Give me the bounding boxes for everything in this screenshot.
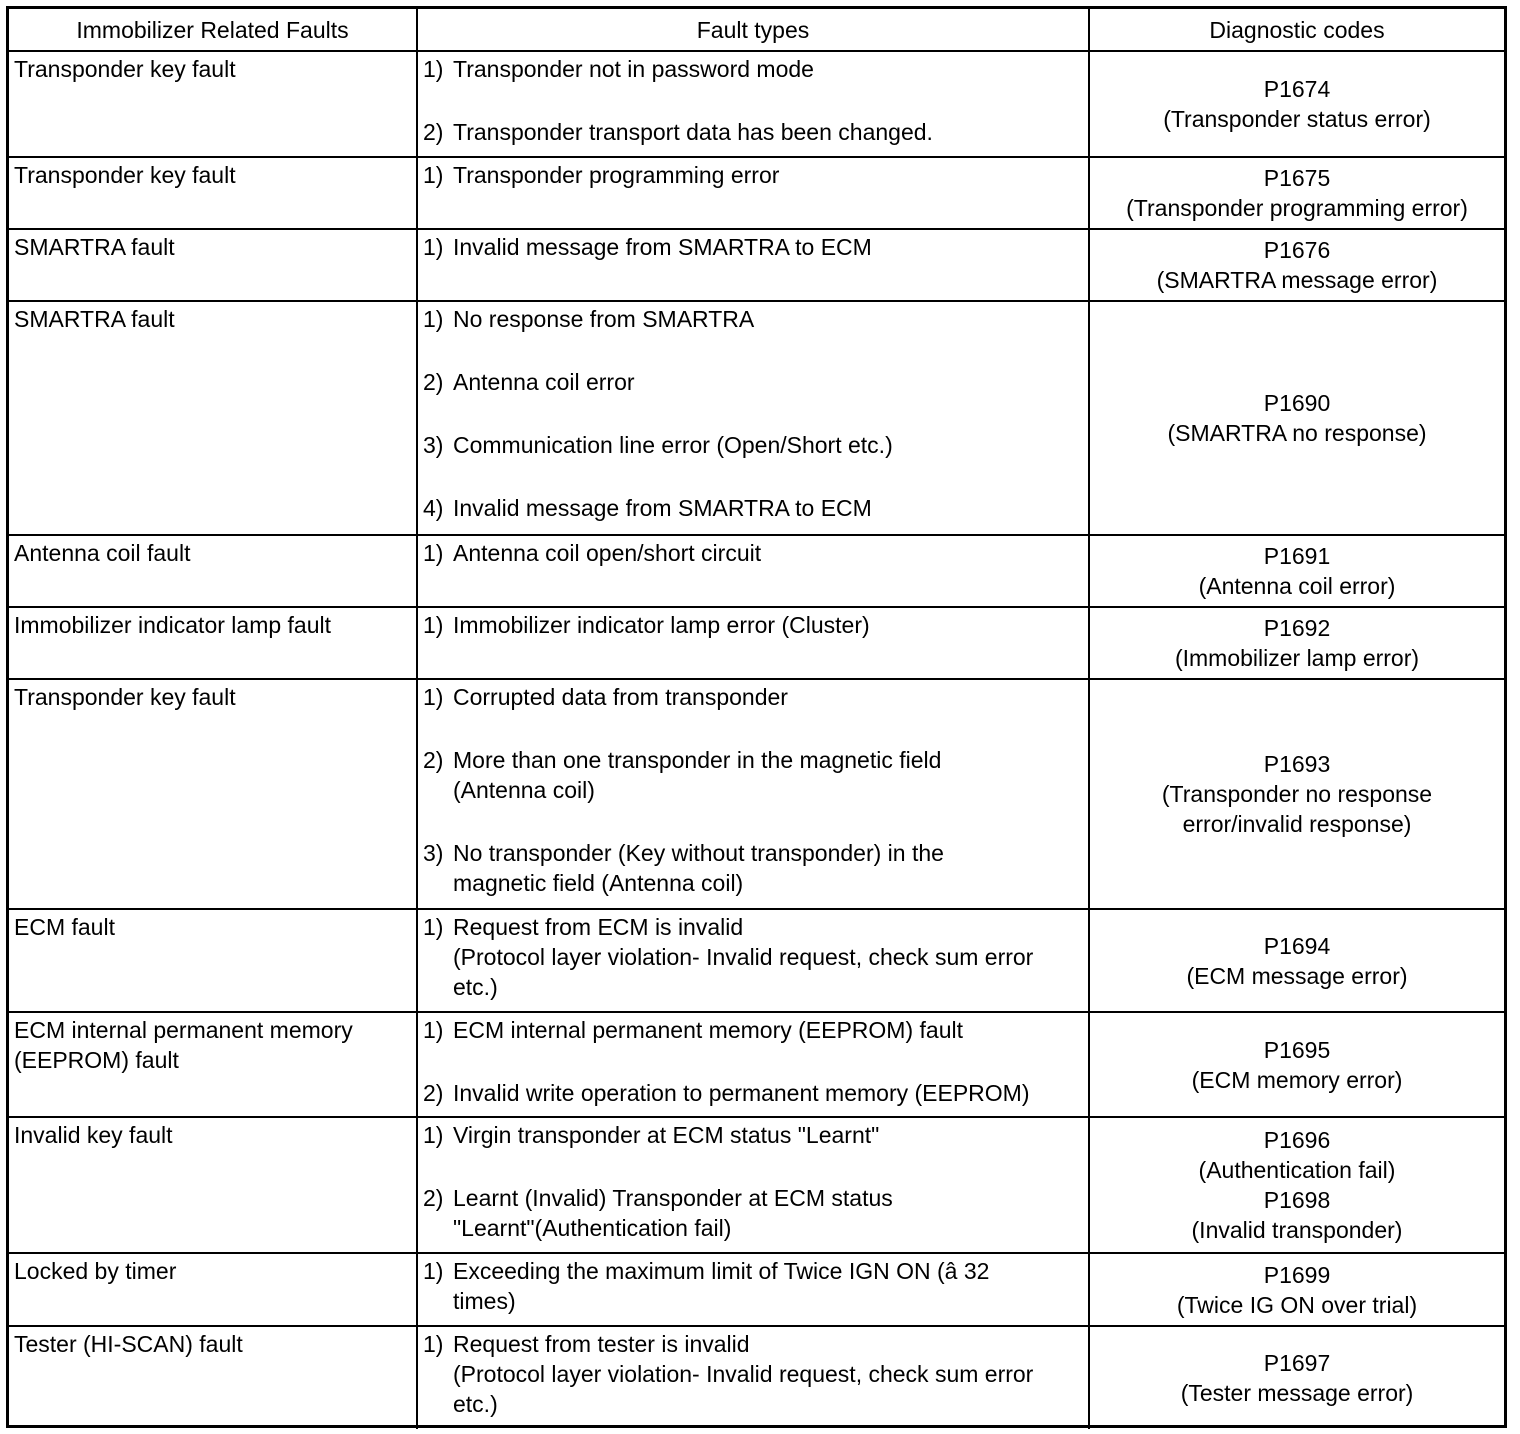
fault-type-item [423,1256,1083,1316]
fault-type-number: 3) [423,840,444,866]
fault-type-number: 3) [423,432,444,458]
fault-types-cell [417,229,1089,301]
diagnostic-code-line: (Twice IG ON over trial) [1176,1291,1418,1318]
fault-type-number: 1) [423,162,444,188]
fault-type-number: 1) [423,684,444,710]
fault-type-number: 1) [423,540,444,566]
diagnostic-code-cell [1089,229,1504,301]
fault-type-spacer [423,460,1083,493]
fault-type-text: More than one transponder in the magnetic field (Antenna coil) [453,747,942,803]
fault-types-cell [417,157,1089,229]
fault-type-text: No transponder (Key without transponder) in the magnetic field (Antenna coil) [453,840,944,896]
fault-type-number: 1) [423,1017,444,1043]
fault-type-number: 2) [423,369,444,395]
fault-type-item [423,1015,1083,1045]
table-row [9,157,1504,229]
fault-types-cell [417,535,1089,607]
fault-name-cell: ECM internal permanent memory (EEPROM) fault [9,1012,417,1117]
fault-type-text: Immobilizer indicator lamp error (Cluster) [453,612,870,638]
fault-type-text: Corrupted data from transponder [453,684,788,710]
diagnostic-code-line: (Tester message error) [1180,1380,1414,1406]
fault-type-spacer [423,334,1083,367]
fault-type-number: 2) [423,1185,444,1211]
fault-type-number: 2) [423,119,444,145]
table-row [9,1326,1504,1429]
fault-type-text: Learnt (Invalid) Transponder at ECM status "Learnt"(Authentication fail) [453,1185,893,1241]
diagnostic-code-line: (Antenna coil error) [1198,573,1396,599]
table-header-row [9,9,1504,51]
diagnostic-code-cell [1089,909,1504,1012]
fault-type-item [423,1183,1083,1243]
fault-type-number: 1) [423,914,444,940]
fault-type-item [423,54,1083,84]
fault-name-cell: ECM fault [9,909,417,1012]
fault-type-item [423,912,1083,1002]
diagnostic-code-line: (Transponder status error) [1163,106,1431,132]
diagnostic-code-line: (Immobilizer lamp error) [1174,645,1420,671]
header-fault-types: Fault types [417,9,1089,51]
diagnostic-code-line: P1697 [1263,1350,1331,1376]
diagnostic-code-cell [1089,607,1504,679]
fault-type-item [423,538,1083,568]
fault-types-cell [417,1012,1089,1117]
table-row [9,535,1504,607]
fault-types-cell [417,301,1089,535]
fault-type-text: Communication line error (Open/Short etc.) [453,432,893,458]
diagnostic-code-cell [1089,1012,1504,1117]
diagnostic-code-cell [1089,1253,1504,1326]
diagnostic-code-line: (Invalid transponder) [1191,1217,1403,1243]
fault-type-number: 2) [423,1080,444,1106]
fault-type-number: 1) [423,612,444,638]
fault-type-item [423,160,1083,190]
fault-type-item [423,1078,1083,1108]
fault-type-number: 1) [423,1122,444,1148]
fault-type-number: 1) [423,306,444,332]
diagnostic-code-line: (Transponder programming error) [1126,195,1468,221]
diagnostic-code-line: P1695 [1263,1036,1331,1063]
fault-type-spacer [423,712,1083,745]
diagnostic-code-cell [1089,1326,1504,1429]
fault-type-text: Exceeding the maximum limit of Twice IGN ON (â 32 times) [453,1258,990,1314]
fault-type-text: Virgin transponder at ECM status "Learnt" [453,1122,880,1148]
fault-type-spacer [423,805,1083,838]
fault-types-cell [417,909,1089,1012]
fault-type-item [423,232,1083,262]
fault-code-page [6,6,1507,1428]
table-row [9,1012,1504,1117]
diagnostic-code-line: P1694 [1263,932,1331,959]
fault-type-number: 1) [423,1331,444,1357]
diagnostic-code-cell [1089,679,1504,909]
fault-type-text: Transponder transport data has been changed. [453,119,933,145]
diagnostic-code-cell [1089,157,1504,229]
fault-name-cell: Transponder key fault [9,51,417,157]
table-row [9,301,1504,535]
table-row [9,909,1504,1012]
immobilizer-fault-table [9,9,1504,1429]
diagnostic-code-cell [1089,301,1504,535]
fault-name-cell: Transponder key fault [9,679,417,909]
table-row [9,1253,1504,1326]
fault-type-text: Antenna coil open/short circuit [453,540,762,566]
diagnostic-code-line: P1691 [1263,543,1331,569]
fault-type-text: ECM internal permanent memory (EEPROM) fault [453,1017,963,1043]
fault-type-item [423,367,1083,397]
fault-type-number: 2) [423,747,444,773]
table-row [9,1117,1504,1253]
diagnostic-code-cell [1089,535,1504,607]
fault-type-item [423,430,1083,460]
fault-type-text: Invalid message from SMARTRA to ECM [453,234,872,260]
diagnostic-code-line: (ECM message error) [1186,962,1408,989]
fault-types-cell [417,1253,1089,1326]
fault-types-cell [417,51,1089,157]
fault-types-cell [417,679,1089,909]
fault-type-item [423,493,1083,523]
fault-type-text: Invalid message from SMARTRA to ECM [453,495,872,521]
diagnostic-code-line: (Transponder no response [1161,781,1433,807]
header-faults: Immobilizer Related Faults [9,9,417,51]
fault-type-item [423,610,1083,640]
fault-type-spacer [423,397,1083,430]
table-row [9,679,1504,909]
diagnostic-code-line: P1699 [1263,1261,1331,1288]
fault-type-item [423,838,1083,898]
diagnostic-code-line: P1698 [1263,1187,1331,1213]
fault-name-cell: Invalid key fault [9,1117,417,1253]
diagnostic-code-line: (SMARTRA message error) [1156,267,1438,293]
fault-name-cell: SMARTRA fault [9,229,417,301]
diagnostic-code-line: P1693 [1263,751,1331,777]
diagnostic-code-line: P1674 [1263,76,1331,102]
fault-type-text: Invalid write operation to permanent memory (EEPROM) [453,1080,1030,1106]
fault-type-number: 1) [423,1258,444,1284]
table-row [9,607,1504,679]
fault-type-text: No response from SMARTRA [453,306,755,332]
fault-type-item [423,304,1083,334]
fault-name-cell: Immobilizer indicator lamp fault [9,607,417,679]
diagnostic-code-line: P1690 [1263,390,1331,416]
fault-types-cell [417,607,1089,679]
fault-type-text: Request from tester is invalid (Protocol layer violation- Invalid request, check sum error etc.) [453,1331,1034,1417]
diagnostic-code-line: P1696 [1263,1127,1331,1153]
diagnostic-code-line: (SMARTRA no response) [1167,420,1427,446]
fault-name-cell: Transponder key fault [9,157,417,229]
diagnostic-code-line: error/invalid response) [1182,811,1412,837]
fault-types-cell [417,1117,1089,1253]
fault-type-number: 1) [423,56,444,82]
fault-name-cell: Locked by timer [9,1253,417,1326]
fault-name-cell: Tester (HI-SCAN) fault [9,1326,417,1429]
diagnostic-code-line: P1676 [1263,237,1331,263]
table-row [9,229,1504,301]
fault-type-text: Transponder not in password mode [453,56,814,82]
diagnostic-code-line: (ECM memory error) [1191,1066,1403,1093]
fault-name-cell: Antenna coil fault [9,535,417,607]
fault-type-item [423,682,1083,712]
header-diagnostic-codes: Diagnostic codes [1089,9,1504,51]
fault-types-cell [417,1326,1089,1429]
fault-type-text: Request from ECM is invalid (Protocol layer violation- Invalid request, check sum error etc.) [453,914,1034,1000]
fault-type-number: 4) [423,495,444,521]
fault-type-item [423,745,1083,805]
fault-type-text: Antenna coil error [453,369,635,395]
fault-type-spacer [423,1150,1083,1183]
fault-name-cell: SMARTRA fault [9,301,417,535]
diagnostic-code-line: P1675 [1263,165,1331,191]
fault-type-text: Transponder programming error [453,162,780,188]
fault-type-item [423,117,1083,147]
table-row [9,51,1504,157]
fault-type-number: 1) [423,234,444,260]
diagnostic-code-line: P1692 [1263,615,1331,641]
fault-type-spacer [423,1045,1083,1078]
fault-type-item [423,1329,1083,1419]
fault-type-item [423,1120,1083,1150]
diagnostic-code-cell [1089,1117,1504,1253]
diagnostic-code-cell [1089,51,1504,157]
fault-type-spacer [423,84,1083,117]
diagnostic-code-line: (Authentication fail) [1198,1157,1396,1183]
